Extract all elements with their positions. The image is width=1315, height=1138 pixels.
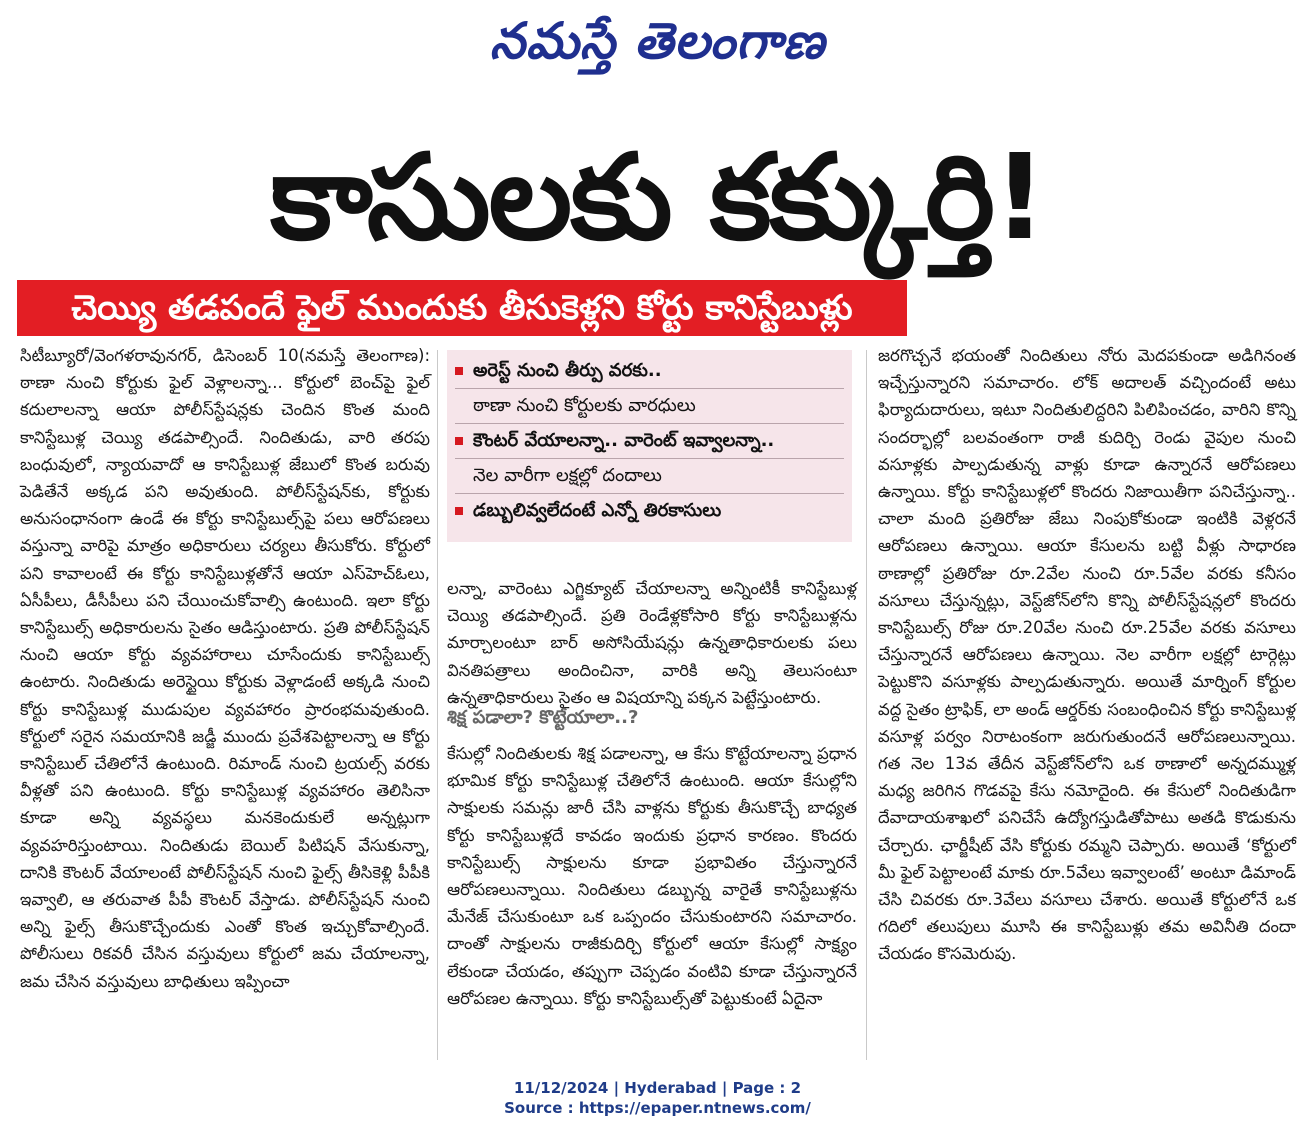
article-column-2-continued [447,740,857,1012]
highlight-text: ఠాణా నుంచి కోర్టులకు వారధులు [473,395,696,416]
bullet-icon [455,367,463,375]
newspaper-masthead: నమస్తే తెలంగాణ [489,11,826,70]
column-divider [866,350,867,1060]
highlight-text: నెల వారీగా లక్షల్లో దందాలు [473,465,662,486]
source-link: Source : https://epaper.ntnews.com/ [504,1099,811,1117]
page-footer [0,1078,1315,1118]
highlight-item [455,494,844,528]
article-column-2 [447,575,857,711]
article-paragraph: సిటీబ్యూరో/వెంగళరావునగర్, డిసెంబర్ 10(నమస్తే తెలంగాణ): ఠాణా నుంచి కోర్టుకు ఫైల్ వెళ్లాలన్నా... కోర్టులో బెంచ్‌పై ఫైల్ కదులాలన్నా ఆయా పోలీస్‌స్టేషన్లకు చెందిన కొంత మంది కానిస్టేబుళ్ల చెయ్యి తడపాల్సిందే. నిందితుడు, వారి తరపు బంధువులో, న్యాయవాదో ఆ కానిస్టేబుళ్ల జేబులో కొంత బరువు పెడితేనే అక్కడ పని అవుతుంది. పోలీస్‌స్టేషన్‌కు, కోర్టుకు అనుసంధానంగా ఉండే ఈ కోర్టు కానిస్టేబుల్స్‌పై పలు ఆరోపణలు వస్తున్నా వారిపై మాత్రం అధికారులు చర్యలు తీసుకోరు. కోర్టులో పని కావాలంటే ఈ కోర్టు కానిస్టేబుళ్లతోనే ఆయా ఎస్‌హెచ్‌ఓలు, ఏసీపీలు, డీసీపీలు పని చేయించుకోవాల్సి ఉంటుంది. ఇలా కోర్టు కానిస్టేబుల్స్ అధికారులను సైతం ఆడిస్తుంటారు. ప్రతి పోలీస్‌స్టేషన్ నుంచి ఆయా కోర్టు వ్యవహారాలు చూసేందుకు కానిస్టేబుల్స్ ఉంటారు. నిందితుడు అరెస్టైయి కోర్టుకు వెళ్లాడంటే అక్కడి నుంచి కోర్టు కానిస్టేబుళ్ల ముడుపుల వ్యవహారం ప్రారంభమవుతుంది. కోర్టులో సరైన సమయానికి జడ్జీ ముందు ప్రవేశపెట్టాలన్నా ఆ కోర్టు కానిస్టేబుల్ చేతిలోనే ఉంటుంది. రిమాండ్ నుంచి ట్రయల్స్ వరకు వీళ్లతో పని ఉంటుంది. కోర్టు కానిస్టేబుళ్ల వ్యవహారం తెలిసినా కూడా అన్ని వ్యవస్థలు మనకెందుకులే అన్నట్లుగా వ్యవహరిస్తుంటాయి. నిందితుడు బెయిల్ పిటిషన్ వేసుకున్నా, దానికి కౌంటర్ వేయాలంటే పోలీస్‌స్టేషన్ నుంచి ఫైల్స్ తీసికెళ్లి పీపీకి ఇవ్వాలి, ఆ తరువాత పీపీ కౌంటర్ వేస్తాడు. పోలీస్‌స్టేషన్ నుంచి అన్ని ఫైల్స్ తీసుకొచ్చేందుకు ఎంతో కొంత ఇచ్చుకోవాల్సిందే. పోలీసులు రికవరీ చేసిన వస్తువులు కోర్టులో జమ చేయాలన్నా, జమ చేసిన వస్తువులు బాధితులు ఇప్పించా [20,346,430,991]
highlight-text: డబ్బులివ్వలేదంటే ఎన్నో తిరకాసులు [473,500,722,521]
highlight-item [455,424,844,459]
highlight-text: కౌంటర్ వేయాలన్నా.. వారెంట్ ఇవ్వాలన్నా.. [473,430,775,451]
article-headline: కాసులకు కక్కుర్తి! [270,128,1045,266]
article-column-1 [20,342,430,995]
edition-info: 11/12/2024 | Hyderabad | Page : 2 [513,1079,802,1097]
article-column-3 [878,342,1296,968]
highlight-text: అరెస్ట్ నుంచి తీర్పు వరకు.. [473,360,662,381]
article-paragraph: లన్నా, వారెంటు ఎగ్జిక్యూట్ చేయాలన్నా అన్నింటికీ కానిస్టేబుళ్ల చెయ్యి తడపాల్సిందే. ప్రతి రెండేళ్లకోసారి కోర్టు కానిస్టేబుళ్లను మార్చాలంటూ బార్ అసోసియేషన్లు ఉన్నతాధికారులకు పలు వినతిపత్రాలు అందించినా, వారికి అన్ని తెలుసంటూ ఉన్నతాధికారులు సైతం ఆ విషయాన్ని పక్కన పెట్టేస్తుంటారు. [447,579,857,707]
column-divider [437,350,438,1060]
article-subheadline: చెయ్యి తడపందే ఫైల్ ముందుకు తీసుకెళ్లని కోర్టు కానిస్టేబుళ్లు [17,280,907,336]
article-paragraph: జరగొచ్చనే భయంతో నిందితులు నోరు మెదపకుండా అడిగినంత ఇచ్చేస్తున్నారని సమాచారం. లోక్ అదాలత్ వచ్చిందంటే అటు ఫిర్యాదుదారులు, ఇటూ నిందితులిద్దరిని పిలిపించడం, వారిని కొన్ని సందర్భాల్లో బలవంతంగా రాజీ కుదిర్చి రెండు వైపుల నుంచి వసూళ్లకు పాల్పడుతున్న వాళ్లు కూడా ఉన్నారనే ఆరోపణలు ఉన్నాయి. కోర్టు కానిస్టేబుళ్లలో కొందరు నిజాయితీగా పనిచేస్తున్నా.. చాలా మంది ప్రతిరోజు జేబు నింపుకోకుండా ఇంటికి వెళ్లరనే ఆరోపణలు ఉన్నాయి. ఆయా కేసులను బట్టి వీళ్లు సాధారణ ఠాణాల్లో ప్రతిరోజు రూ.2వేల నుంచి రూ.5వేల వరకు కనీసం వసూలు చేస్తున్నట్లు, వెస్ట్‌జోన్‌లోని కొన్ని పోలీస్‌స్టేషన్లలో కొందరు కానిస్టేబుల్స్ రోజు రూ.20వేల నుంచి రూ.25వేల వరకు వసూలు చేస్తున్నారనే ఆరోపణలు ఉన్నాయి. నెల వారీగా లక్షల్లో టార్గెట్లు పెట్టుకొని వసూళ్లకు పాల్పడుతున్నారు. అయితే మార్నింగ్ కోర్టుల వద్ద సైతం ట్రాఫిక్, లా అండ్ ఆర్డర్‌కు సంబంధించిన కోర్టు కానిస్టేబుళ్ల వసూళ్ల పర్వం నిరాటంకంగా జరుగుతుందనే ఆరోపణలున్నాయి. గత నెల 13వ తేదీన వెస్ట్‌జోన్‌లోని ఒక ఠాణాలో అన్నదమ్ముళ్ల మధ్య జరిగిన గొడవపై కేసు నమోదైంది. ఈ కేసులో నిందితుడిగా దేవాదాయశాఖలో పనిచేసే ఉద్యోగస్తుడితోపాటు అతడి కొడుకును చేర్చారు. ఛార్జీషీట్ వేసి కోర్టుకు రమ్మని చెప్పారు. అయితే ‘కోర్టులో మీ ఫైల్ పెట్టాలంటే మాకు రూ.5వేలు ఇవ్వాలంటే’ అంటూ డిమాండ్ చేసి చివరకు రూ.3వేలు వసూలు చేశారు. అయితే కోర్టులోనే ఒక గదిలో తలుపులు మూసి ఈ కానిస్టేబుళ్లు తమ అవినీతి దందా చేయడం కొసమెరుపు. [878,346,1296,964]
bullet-icon [455,507,463,515]
article-paragraph: కేసుల్లో నిందితులకు శిక్ష పడాలన్నా, ఆ కేసు కొట్టేయాలన్నా ప్రధాన భూమిక కోర్టు కానిస్టేబుళ్ల చేతిలోనే ఉంటుంది. ఆయా కేసుల్లోని సాక్షులకు సమన్లు జారీ చేసి వాళ్లను కోర్టుకు తీసుకొచ్చే బాధ్యత కోర్టు కానిస్టేబుళ్లదే కావడం ఇందుకు ప్రధాన కారణం. కొందరు కానిస్టేబుల్స్ సాక్షులను కూడా ప్రభావితం చేస్తున్నారనే ఆరోపణలున్నాయి. నిందితులు డబ్బున్న వారైతే కానిస్టేబుళ్లను మేనేజ్ చేసుకుంటూ ఒక ఒప్పందం చేసుకుంటారని సమాచారం. దాంతో సాక్షులను రాజీకుదిర్చి కోర్టులో ఆయా కేసుల్లో సాక్ష్యం లేకుండా చేయడం, తప్పుగా చెప్పడం వంటివి కూడా చేస్తున్నారనే ఆరోపణల ఉన్నాయి. కోర్టు కానిస్టేబుల్స్‌తో పెట్టుకుంటే ఏదైనా [447,744,857,1008]
highlight-item [455,354,844,389]
highlights-box [447,350,852,542]
section-crosshead: శిక్ష పడాలా? కొట్టేయాలా..? [447,707,639,728]
highlight-item [455,459,844,494]
highlight-item [455,389,844,424]
bullet-icon [455,437,463,445]
